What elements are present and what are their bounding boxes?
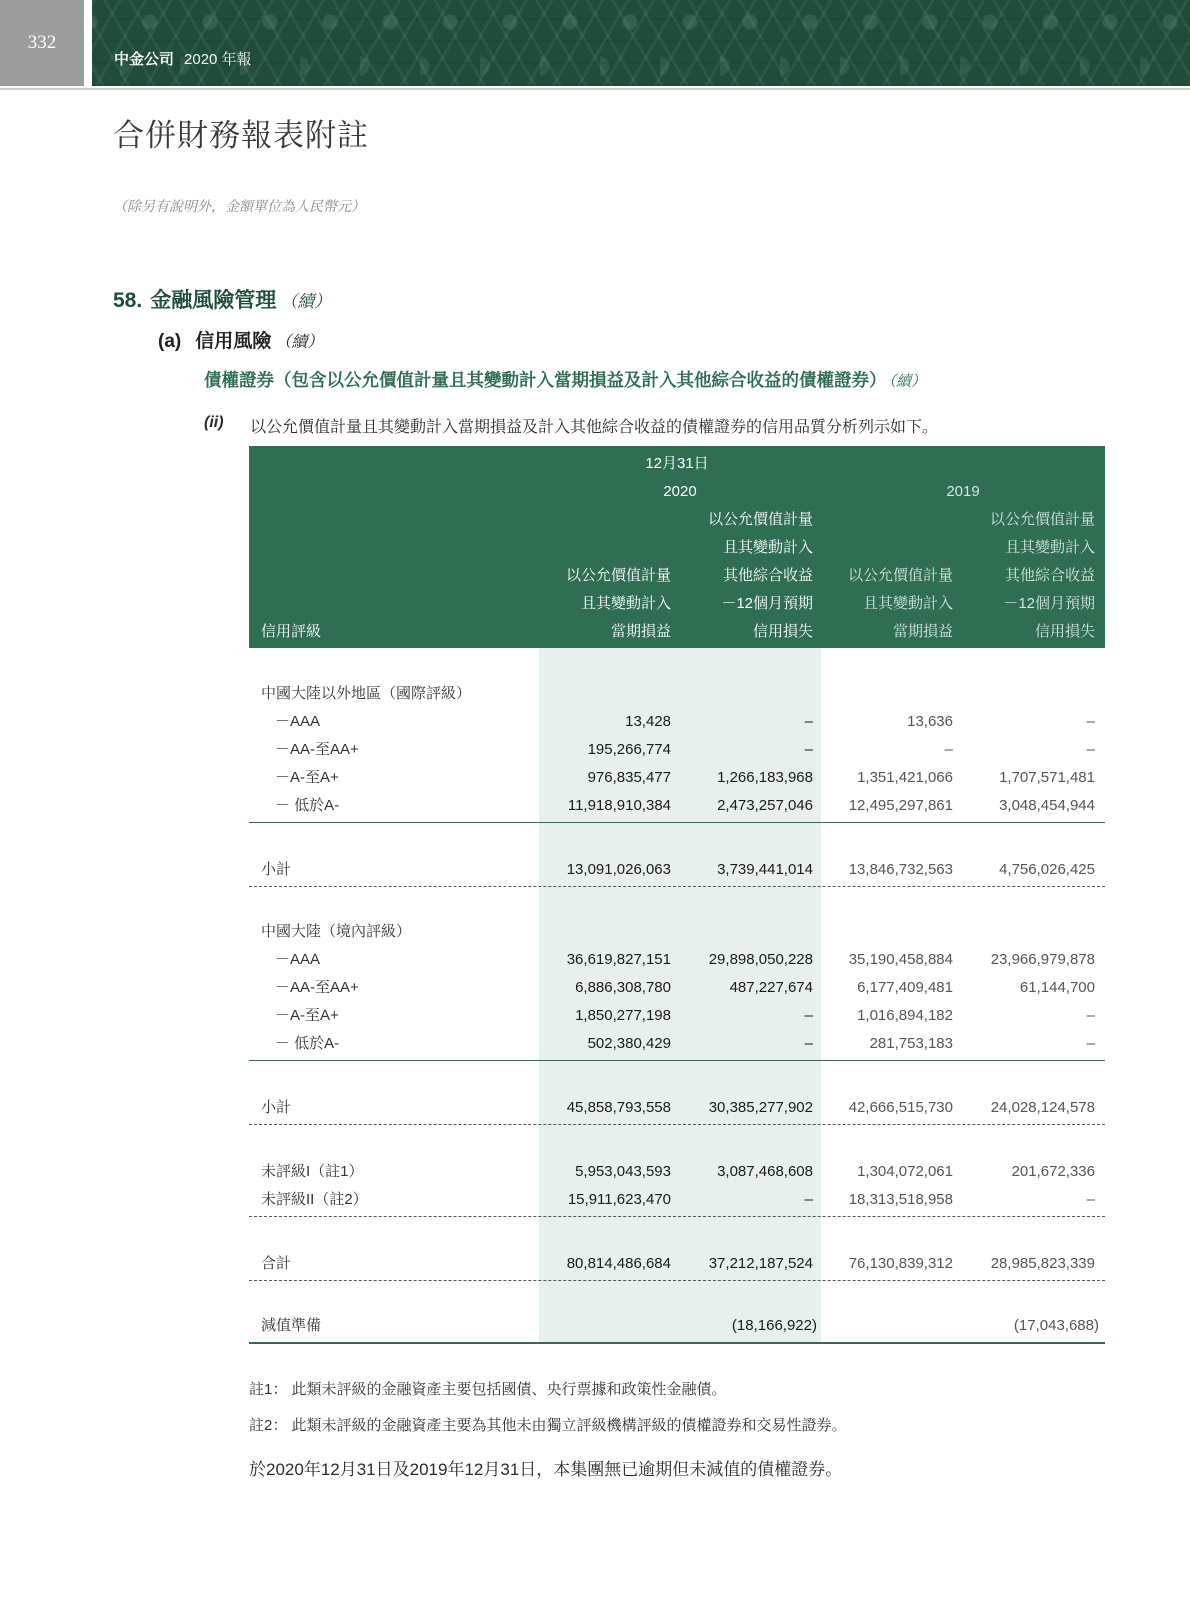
col3-line3: 當期損益 bbox=[892, 623, 953, 640]
cell-2020-fvtpl: 502,380,429 bbox=[587, 1035, 671, 1052]
row-label: －AA-至AA+ bbox=[275, 979, 359, 996]
subtotal-rule bbox=[249, 1124, 1105, 1125]
table-bottom-rule bbox=[249, 1342, 1105, 1344]
table-row bbox=[249, 792, 1105, 820]
col3-line1: 以公允價值計量 bbox=[847, 567, 953, 584]
row-label: －A-至A+ bbox=[275, 769, 339, 786]
debt-heading-text: 債權證券（包含以公允價值計量且其變動計入當期損益及計入其他綜合收益的債權證券） bbox=[204, 370, 887, 390]
cell-2019-fvoci: – bbox=[1086, 1035, 1095, 1052]
cell-2019-fvoci: 61,144,700 bbox=[1019, 979, 1095, 996]
cell-2020-fvoci: (18,166,922) bbox=[731, 1317, 817, 1334]
subtotal-row bbox=[249, 1094, 1105, 1122]
col4-line3: 其他綜合收益 bbox=[1004, 567, 1095, 584]
col2-line3: 其他綜合收益 bbox=[722, 567, 813, 584]
col2-line2: 且其變動計入 bbox=[722, 539, 813, 556]
cell-2019-fvtpl: 13,846,732,563 bbox=[848, 861, 953, 878]
intro-label: (ii) bbox=[204, 414, 224, 431]
cell-2020-fvoci: – bbox=[804, 1191, 813, 1208]
cell-2019-fvoci: 24,028,124,578 bbox=[990, 1099, 1095, 1116]
cell-2019-fvtpl: 1,351,421,066 bbox=[857, 769, 953, 786]
header-rule bbox=[0, 88, 1190, 90]
cell-2020-fvtpl: 13,091,026,063 bbox=[566, 861, 671, 878]
col1-line1: 以公允價值計量 bbox=[565, 567, 671, 584]
subtotal-rule bbox=[249, 886, 1105, 887]
cell-2020-fvoci: 487,227,674 bbox=[729, 979, 813, 996]
footnote-1: 註1： 此類未評級的金融資產主要包括國債、央行票據和政策性金融債。 bbox=[249, 1381, 727, 1398]
table-row bbox=[249, 764, 1105, 792]
group-title-label: 中國大陸（境內評級） bbox=[261, 923, 412, 940]
intro-text: 以公允價值計量且其變動計入當期損益及計入其他綜合收益的債權證券的信用品質分析列示如下。 bbox=[250, 419, 939, 436]
header-title bbox=[114, 48, 252, 69]
rating-header: 信用評級 bbox=[261, 623, 322, 640]
cell-2019-fvtpl: 42,666,515,730 bbox=[848, 1099, 953, 1116]
date-header: 12月31日 bbox=[645, 455, 709, 472]
cell-2019-fvoci: 23,966,979,878 bbox=[990, 951, 1095, 968]
cell-2020-fvoci: 2,473,257,046 bbox=[717, 797, 813, 814]
section-name: 金融風險管理 bbox=[150, 289, 277, 312]
subtotal-row bbox=[249, 856, 1105, 884]
table-row bbox=[249, 974, 1105, 1002]
col2-line4: －12個月預期 bbox=[721, 595, 813, 612]
section-title bbox=[113, 284, 331, 314]
company-name: 中金公司 bbox=[114, 51, 175, 68]
row-label: 小計 bbox=[261, 861, 292, 878]
row-rule bbox=[249, 1060, 1105, 1061]
cell-2020-fvtpl: 6,886,308,780 bbox=[575, 979, 671, 996]
cell-2020-fvtpl: 80,814,486,684 bbox=[566, 1255, 671, 1272]
group-title-label: 中國大陸以外地區（國際評級） bbox=[261, 685, 472, 702]
cell-2019-fvoci: 201,672,336 bbox=[1011, 1163, 1095, 1180]
subsection-name: 信用風險 bbox=[195, 331, 272, 352]
table-row bbox=[249, 708, 1105, 736]
col3-line2: 且其變動計入 bbox=[862, 595, 953, 612]
row-label: －AA-至AA+ bbox=[275, 741, 359, 758]
cell-2019-fvtpl: – bbox=[944, 741, 953, 758]
cell-2019-fvtpl: 12,495,297,861 bbox=[848, 797, 953, 814]
report-name: 2020 年報 bbox=[184, 51, 252, 68]
col4-line5: 信用損失 bbox=[1034, 623, 1095, 640]
group-title-domestic bbox=[249, 918, 1105, 946]
row-rule bbox=[249, 822, 1105, 823]
cell-2019-fvoci: 1,707,571,481 bbox=[999, 769, 1095, 786]
cell-2020-fvtpl: 11,918,910,384 bbox=[567, 797, 671, 814]
group-title-international bbox=[249, 680, 1105, 708]
section-continued: （續） bbox=[280, 292, 332, 311]
debt-heading-continued: （續） bbox=[888, 373, 927, 390]
subsection-label: (a) bbox=[158, 331, 182, 352]
cell-2020-fvoci: – bbox=[804, 741, 813, 758]
col1-line3: 當期損益 bbox=[610, 623, 671, 640]
section-number: 58. bbox=[113, 289, 143, 312]
row-label: 未評級II（註2） bbox=[261, 1191, 368, 1208]
cell-2020-fvtpl: 45,858,793,558 bbox=[566, 1099, 671, 1116]
unit-note: （除另有說明外，金額單位為人民幣元） bbox=[113, 198, 365, 214]
cell-2020-fvtpl: 15,911,623,470 bbox=[567, 1191, 671, 1208]
table-row bbox=[249, 1186, 1105, 1214]
cell-2019-fvoci: – bbox=[1086, 741, 1095, 758]
footnote-2: 註2： 此類未評級的金融資產主要為其他未由獨立評級機構評級的債權證券和交易性證券。 bbox=[249, 1417, 847, 1434]
col2-line5: 信用損失 bbox=[752, 623, 813, 640]
cell-2020-fvoci: 30,385,277,902 bbox=[708, 1099, 813, 1116]
total-row bbox=[249, 1250, 1105, 1278]
col4-line4: －12個月預期 bbox=[1003, 595, 1095, 612]
cell-2020-fvtpl: 976,835,477 bbox=[587, 769, 671, 786]
cell-2020-fvoci: – bbox=[804, 1035, 813, 1052]
row-label: 小計 bbox=[261, 1099, 292, 1116]
header-band bbox=[0, 0, 1190, 86]
cell-2019-fvoci: – bbox=[1086, 713, 1095, 730]
cell-2020-fvoci: 1,266,183,968 bbox=[717, 769, 813, 786]
unrated-rule bbox=[249, 1216, 1105, 1217]
cell-2019-fvtpl: 35,190,458,884 bbox=[848, 951, 953, 968]
cell-2019-fvoci: – bbox=[1086, 1007, 1095, 1024]
table-header bbox=[249, 446, 1105, 648]
table-row bbox=[249, 1030, 1105, 1058]
row-label: 合計 bbox=[261, 1255, 292, 1272]
credit-quality-table bbox=[249, 446, 1105, 1344]
header-separator bbox=[84, 0, 92, 86]
cell-2020-fvoci: 29,898,050,228 bbox=[708, 951, 813, 968]
col1-line2: 且其變動計入 bbox=[580, 595, 671, 612]
col4-line2: 且其變動計入 bbox=[1004, 539, 1095, 556]
cell-2020-fvoci: 3,739,441,014 bbox=[717, 861, 813, 878]
cell-2020-fvoci: – bbox=[804, 1007, 813, 1024]
cell-2020-fvoci: 3,087,468,608 bbox=[717, 1163, 813, 1180]
table-row bbox=[249, 946, 1105, 974]
cell-2019-fvoci: – bbox=[1086, 1191, 1095, 1208]
year-2019-header: 2019 bbox=[946, 483, 980, 500]
cell-2020-fvoci: – bbox=[804, 713, 813, 730]
subsection-title bbox=[158, 326, 323, 353]
row-label: －A-至A+ bbox=[275, 1007, 339, 1024]
col2-line1: 以公允價值計量 bbox=[707, 511, 813, 528]
table-row bbox=[249, 736, 1105, 764]
row-label: 未評級I（註1） bbox=[261, 1163, 364, 1180]
table-row bbox=[249, 1002, 1105, 1030]
cell-2019-fvtpl: 1,016,894,182 bbox=[857, 1007, 953, 1024]
year-2020-header: 2020 bbox=[663, 483, 697, 500]
cell-2019-fvoci: 4,756,026,425 bbox=[999, 861, 1095, 878]
cell-2019-fvtpl: 76,130,839,312 bbox=[848, 1255, 953, 1272]
row-label: － 低於A- bbox=[275, 797, 340, 814]
cell-2019-fvtpl: 13,636 bbox=[907, 713, 953, 730]
cell-2020-fvoci: 37,212,187,524 bbox=[708, 1255, 813, 1272]
closing-statement: 於2020年12月31日及2019年12月31日，本集團無已逾期但未減值的債權證券。 bbox=[249, 1460, 843, 1479]
col4-line1: 以公允價值計量 bbox=[989, 511, 1095, 528]
row-label: －AAA bbox=[275, 713, 321, 730]
cell-2020-fvtpl: 5,953,043,593 bbox=[575, 1163, 671, 1180]
impairment-row bbox=[249, 1312, 1105, 1340]
cell-2020-fvtpl: 13,428 bbox=[625, 713, 671, 730]
cell-2019-fvtpl: 6,177,409,481 bbox=[857, 979, 953, 996]
page-number: 332 bbox=[0, 0, 84, 86]
page-title: 合併財務報表附註 bbox=[113, 118, 369, 153]
row-label: 減值準備 bbox=[261, 1317, 322, 1334]
cell-2019-fvoci: (17,043,688) bbox=[1013, 1317, 1099, 1334]
debt-heading bbox=[204, 367, 926, 392]
cell-2019-fvtpl: 281,753,183 bbox=[869, 1035, 953, 1052]
row-label: －AAA bbox=[275, 951, 321, 968]
cell-2019-fvtpl: 18,313,518,958 bbox=[848, 1191, 953, 1208]
cell-2019-fvtpl: 1,304,072,061 bbox=[857, 1163, 953, 1180]
cell-2019-fvoci: 3,048,454,944 bbox=[999, 797, 1095, 814]
table-row bbox=[249, 1158, 1105, 1186]
subsection-continued: （續） bbox=[275, 334, 324, 351]
cell-2020-fvtpl: 1,850,277,198 bbox=[575, 1007, 671, 1024]
cell-2019-fvoci: 28,985,823,339 bbox=[990, 1255, 1095, 1272]
row-label: － 低於A- bbox=[275, 1035, 340, 1052]
cell-2020-fvtpl: 36,619,827,151 bbox=[566, 951, 671, 968]
total-rule bbox=[249, 1280, 1105, 1281]
cell-2020-fvtpl: 195,266,774 bbox=[587, 741, 671, 758]
